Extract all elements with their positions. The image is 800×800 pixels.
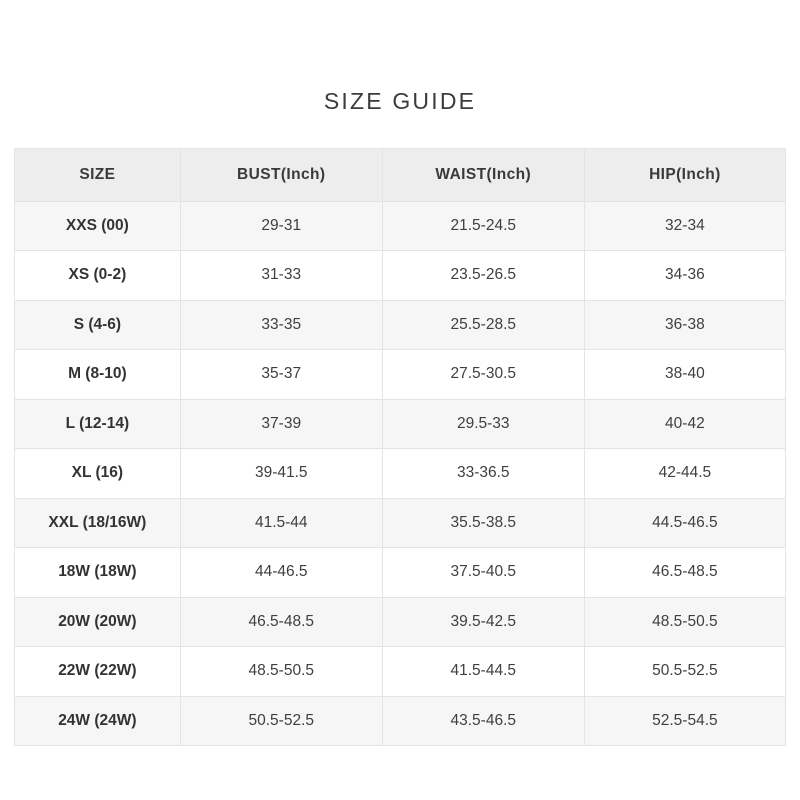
table-row <box>15 251 786 301</box>
table-row <box>15 350 786 400</box>
table-body <box>15 201 786 746</box>
cell-size: 22W (22W) <box>15 647 181 697</box>
cell-waist: 41.5-44.5 <box>382 647 584 697</box>
size-table-container <box>0 148 800 747</box>
cell-waist: 21.5-24.5 <box>382 201 584 251</box>
cell-hip: 32-34 <box>584 201 785 251</box>
table-header-row <box>15 148 786 201</box>
table-row <box>15 201 786 251</box>
column-header-waist: WAIST(Inch) <box>382 148 584 201</box>
cell-size: S (4-6) <box>15 300 181 350</box>
table-row <box>15 647 786 697</box>
cell-waist: 39.5-42.5 <box>382 597 584 647</box>
cell-hip: 34-36 <box>584 251 785 301</box>
column-header-bust: BUST(Inch) <box>180 148 382 201</box>
cell-bust: 44-46.5 <box>180 548 382 598</box>
table-row <box>15 548 786 598</box>
cell-bust: 48.5-50.5 <box>180 647 382 697</box>
cell-size: L (12-14) <box>15 399 181 449</box>
page-title: SIZE GUIDE <box>323 88 477 114</box>
column-header-hip: HIP(Inch) <box>584 148 785 201</box>
cell-size: M (8-10) <box>15 350 181 400</box>
cell-bust: 46.5-48.5 <box>180 597 382 647</box>
cell-hip: 50.5-52.5 <box>584 647 785 697</box>
size-guide-table <box>14 148 786 747</box>
cell-size: XS (0-2) <box>15 251 181 301</box>
cell-size: 20W (20W) <box>15 597 181 647</box>
cell-size: 24W (24W) <box>15 696 181 746</box>
column-header-size: SIZE <box>15 148 181 201</box>
table-row <box>15 696 786 746</box>
cell-size: XXS (00) <box>15 201 181 251</box>
table-header <box>15 148 786 201</box>
cell-waist: 23.5-26.5 <box>382 251 584 301</box>
cell-bust: 39-41.5 <box>180 449 382 499</box>
table-row <box>15 498 786 548</box>
cell-hip: 46.5-48.5 <box>584 548 785 598</box>
cell-waist: 35.5-38.5 <box>382 498 584 548</box>
cell-hip: 52.5-54.5 <box>584 696 785 746</box>
cell-size: XXL (18/16W) <box>15 498 181 548</box>
cell-hip: 36-38 <box>584 300 785 350</box>
table-row <box>15 300 786 350</box>
cell-hip: 42-44.5 <box>584 449 785 499</box>
cell-bust: 37-39 <box>180 399 382 449</box>
cell-hip: 44.5-46.5 <box>584 498 785 548</box>
cell-bust: 31-33 <box>180 251 382 301</box>
cell-size: XL (16) <box>15 449 181 499</box>
cell-bust: 33-35 <box>180 300 382 350</box>
cell-hip: 40-42 <box>584 399 785 449</box>
cell-bust: 29-31 <box>180 201 382 251</box>
table-row <box>15 399 786 449</box>
cell-bust: 41.5-44 <box>180 498 382 548</box>
cell-bust: 35-37 <box>180 350 382 400</box>
cell-size: 18W (18W) <box>15 548 181 598</box>
cell-waist: 37.5-40.5 <box>382 548 584 598</box>
cell-waist: 33-36.5 <box>382 449 584 499</box>
cell-bust: 50.5-52.5 <box>180 696 382 746</box>
cell-hip: 38-40 <box>584 350 785 400</box>
table-row <box>15 449 786 499</box>
cell-waist: 27.5-30.5 <box>382 350 584 400</box>
table-row <box>15 597 786 647</box>
cell-waist: 25.5-28.5 <box>382 300 584 350</box>
cell-hip: 48.5-50.5 <box>584 597 785 647</box>
cell-waist: 43.5-46.5 <box>382 696 584 746</box>
cell-waist: 29.5-33 <box>382 399 584 449</box>
